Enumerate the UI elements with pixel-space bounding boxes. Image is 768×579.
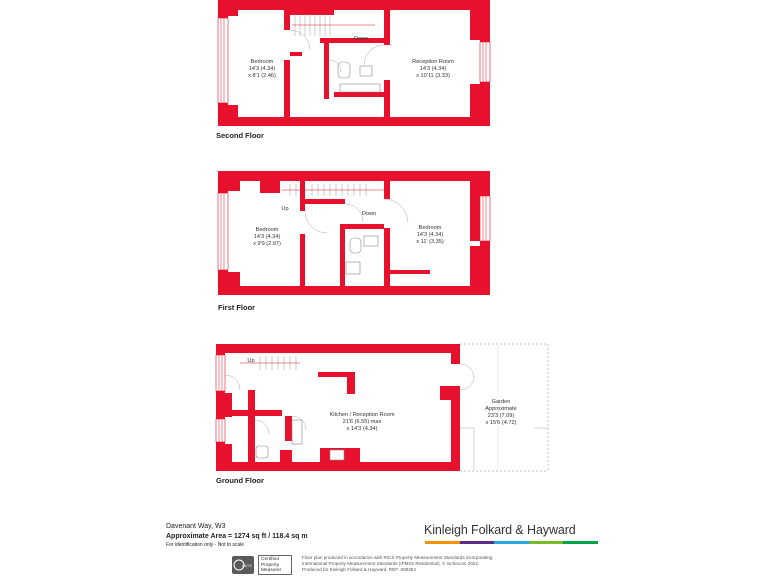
property-disclaimer: For identification only - Not to scale <box>166 542 245 549</box>
room-dim-reception-1: 14'3 (4.34) <box>419 66 447 72</box>
property-address: Davenant Way, W3 <box>166 523 226 530</box>
brand-stripe <box>425 541 598 544</box>
room-dim-kitchen-1: 21'6 (6.55) max <box>342 419 382 425</box>
brand-name: Kinleigh Folkard & Hayward <box>424 523 576 537</box>
room-name-kitchen: Kitchen / Reception Room <box>329 412 395 418</box>
second-floor-title: Second Floor <box>216 131 264 140</box>
first-floor-plan <box>218 171 490 295</box>
stairs-up-ground: Up <box>247 358 255 364</box>
room-dim-garden-1: Approximate <box>485 406 517 412</box>
legal-line: Floor plan produced in accordance with RICS Property Measurement Standards incorporating <box>302 555 493 560</box>
room-name-reception: Reception Room <box>412 59 454 65</box>
brand-stripe-orange <box>425 541 460 544</box>
brand-stripe-blue <box>494 541 529 544</box>
room-dim-first-bedroom-right-1: 14'3 (4.34) <box>416 232 444 238</box>
room-dim-second-bedroom-2: x 8'1 (2.46) <box>248 73 276 79</box>
svg-text:RICS: RICS <box>242 563 252 568</box>
brand-stripe-lime <box>529 541 564 544</box>
room-name-second-bedroom: Bedroom <box>250 59 274 65</box>
room-dim-first-bedroom-left-1: 14'3 (4.34) <box>253 234 281 240</box>
legal-line: International Property Measurement Standards (IPMS2 Residential). © nichecom 2022. <box>302 561 480 566</box>
rics-badge-line: Certified <box>261 557 279 562</box>
stairs-down-second: Down <box>353 36 369 42</box>
room-dim-garden-2: 23'3 (7.09) <box>487 413 515 419</box>
room-dim-second-bedroom-1: 14'3 (4.34) <box>248 66 276 72</box>
room-dim-garden-3: x 15'6 (4.72) <box>485 420 517 426</box>
room-dim-kitchen-2: x 14'3 (4.34) <box>346 426 378 432</box>
property-area: Approximate Area = 1274 sq ft / 118.4 sq m <box>166 532 308 540</box>
legal-line: Produced for Kinleigh Folkard & Hayward. REF: 808354 <box>302 567 416 572</box>
room-name-garden: Garden <box>491 399 511 405</box>
ground-floor-title: Ground Floor <box>216 476 264 485</box>
room-dim-first-bedroom-left-2: x 9'9 (2.97) <box>253 241 281 247</box>
room-name-first-bedroom-right: Bedroom <box>418 225 442 231</box>
brand-stripe-green <box>563 541 598 544</box>
legal-notice <box>302 555 492 573</box>
stairs-down-first: Down <box>361 211 377 217</box>
stairs-up-first: Up <box>281 206 289 212</box>
room-dim-reception-2: x 10'11 (3.33) <box>416 73 450 79</box>
rics-badge-line: Property <box>261 562 280 568</box>
property-summary <box>166 522 308 551</box>
rics-badge-line: Measurer <box>261 568 282 573</box>
rics-certified-badge <box>258 555 292 575</box>
room-dim-first-bedroom-right-2: x 11' (3.35) <box>416 239 444 245</box>
room-name-first-bedroom-left: Bedroom <box>255 227 279 233</box>
brand-stripe-purple <box>460 541 495 544</box>
first-floor-title: First Floor <box>218 303 256 312</box>
rics-logo <box>232 556 254 574</box>
